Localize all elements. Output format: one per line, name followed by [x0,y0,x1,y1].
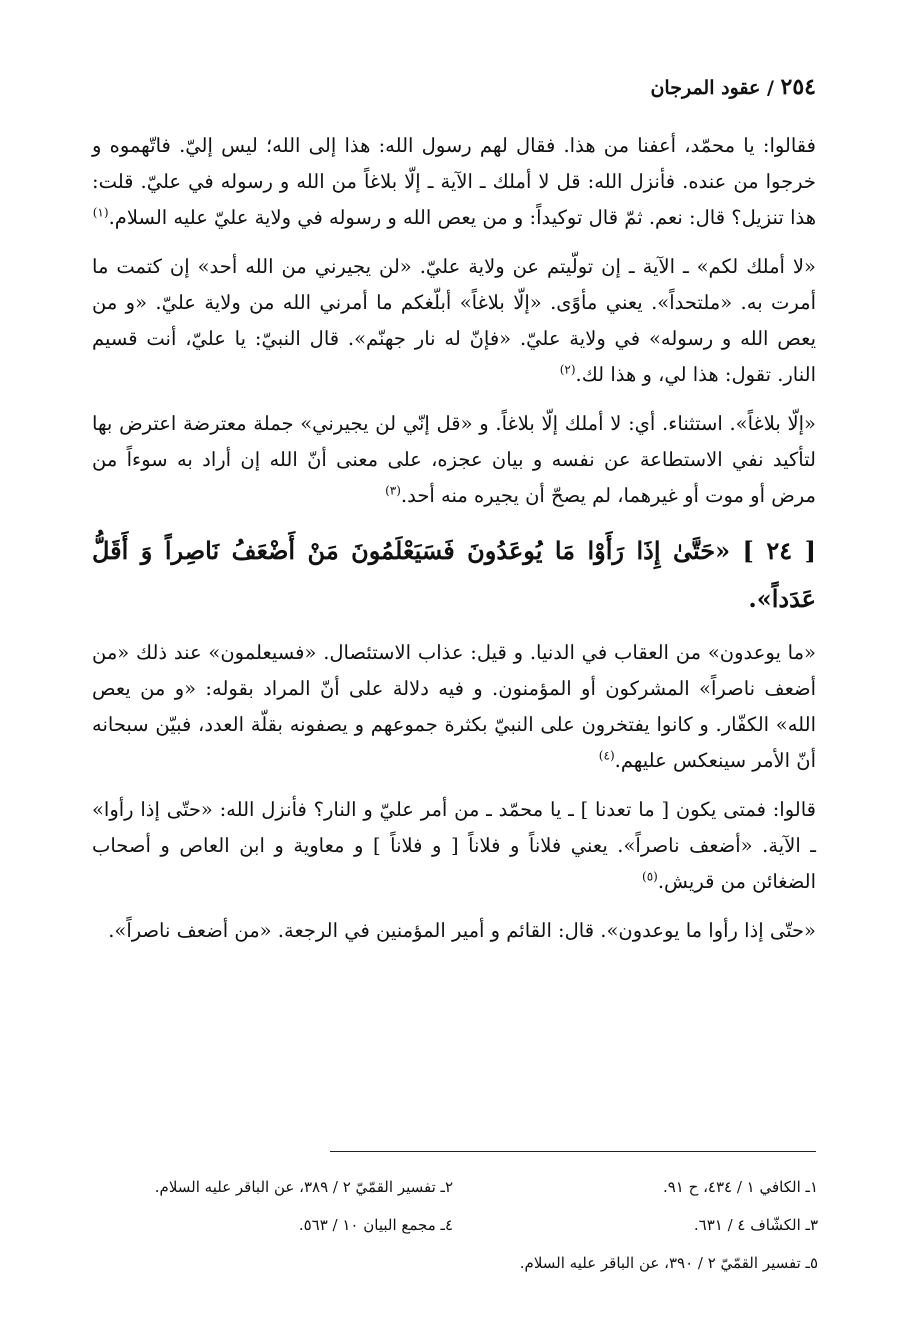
footnote-2: ٢ـ تفسير القمّيّ ٢ / ٣٨٩، عن الباقر عليه السلام. [154,1178,453,1196]
footnote-3: ٣ـ الكشّاف ٤ / ٦٣١. [693,1216,818,1234]
footnote-1: ١ـ الكافي ١ / ٤٣٤، ح ٩١. [662,1178,818,1196]
paragraph-5 [92,792,816,900]
body-text [92,128,816,962]
footnote-ref: (١) [92,205,109,220]
paragraph-2 [92,249,816,393]
footnote-4: ٤ـ مجمع البيان ١٠ / ٥٦٣. [298,1216,453,1234]
paragraph-text: «إلّا بلاغاً». استثناء. أي: لا أملك إلّا بلاغاً. و «قل إنّي لن يجيرني» جملة معترضة اعترض بها لتأكيد نفي الاستطاعة عن نفسه و بيان عجزه، على معنى أنّ الله إن أراد به سوءاً من مرض أو موت أو غيرهما، لم يصحّ أن يجيره منه أحد. [92,412,816,507]
footnote-divider [330,1151,816,1152]
paragraph-6 [92,913,816,949]
footnote-row [88,1206,818,1244]
paragraph-4 [92,635,816,779]
paragraph-text: قالوا: فمتى يكون [ ما تعدنا ] ـ يا محمّد ـ من أمر عليّ و النار؟ فأنزل الله: «حتّى إذا رأوا» ـ الآية. «أضعف ناصراً». يعني فلاناً و فلاناً [ و فلاناً ] و معاوية و ابن العاص و أصحاب الضغائن من قريش. [92,798,816,893]
page-number: ٢٥٤ [780,74,816,100]
footnote-row [88,1244,818,1282]
paragraph-1 [92,128,816,236]
footnote-ref: (٣) [385,483,401,498]
book-title: عقود المرجان [650,77,761,99]
footnote-ref: (٢) [559,362,576,377]
paragraph-text: «لا أملك لكم» ـ الآية ـ إن تولّيتم عن ولاية عليّ. «لن يجيرني من الله أحد» إن كتمت ما أمرت به. «ملتحداً». يعني مأوًى. «إلّا بلاغاً» أبلّغكم ما أمرني الله من ولاية عليّ. «و من يعص الله و رسوله» في ولاية عليّ. «فإنّ له نار جهنّم». قال النبيّ: يا عليّ، أنت قسيم النار. تقول: هذا لي، و هذا لك. [92,255,816,386]
paragraph-text: فقالوا: يا محمّد، أعفنا من هذا. فقال لهم رسول الله: هذا إلى الله؛ ليس إليّ. فاتّهموه و خرجوا من عنده. فأنزل الله: قل لا أملك ـ الآية ـ إلّا بلاغاً من الله و رسوله في عليّ. قلت: هذا تنزيل؟ قال: نعم. ثمّ قال توكيداً: و من يعص الله و رسوله في ولاية عليّ عليه السلام. [92,134,816,229]
footnote-row [88,1168,818,1206]
paragraph-text: «ما يوعدون» من العقاب في الدنيا. و قيل: عذاب الاستئصال. «فسيعلمون» عند ذلك «من أضعف ناصراً» المشركون أو المؤمنون. و فيه دلالة على أنّ المراد بقوله: «و من يعص الله» الكفّار. و كانوا يفتخرون على النبيّ بكثرة جموعهم و يصفونه بقلّة العدد، فبيّن سبحانه أنّ الأمر سينعكس عليهم. [92,641,816,772]
footnotes [88,1168,818,1282]
header-separator: / [766,77,774,99]
page-header [650,74,816,100]
footnote-ref: (٤) [598,748,615,763]
paragraph-3 [92,406,816,514]
paragraph-text: «حتّى إذا رأوا ما يوعدون». قال: القائم و أمير المؤمنين في الرجعة. «من أضعف ناصراً». [108,919,816,942]
footnote-5: ٥ـ تفسير القمّيّ ٢ / ٣٩٠، عن الباقر عليه السلام. [519,1254,818,1272]
footnote-ref: (٥) [642,869,658,884]
quran-verse: [ ٢٤ ] «حَتَّىٰ إِذَا رَأَوْا مَا يُوعَدُونَ فَسَيَعْلَمُونَ مَنْ أَضْعَفُ نَاصِراً وَ أَقَلُّ عَدَداً». [92,536,817,613]
